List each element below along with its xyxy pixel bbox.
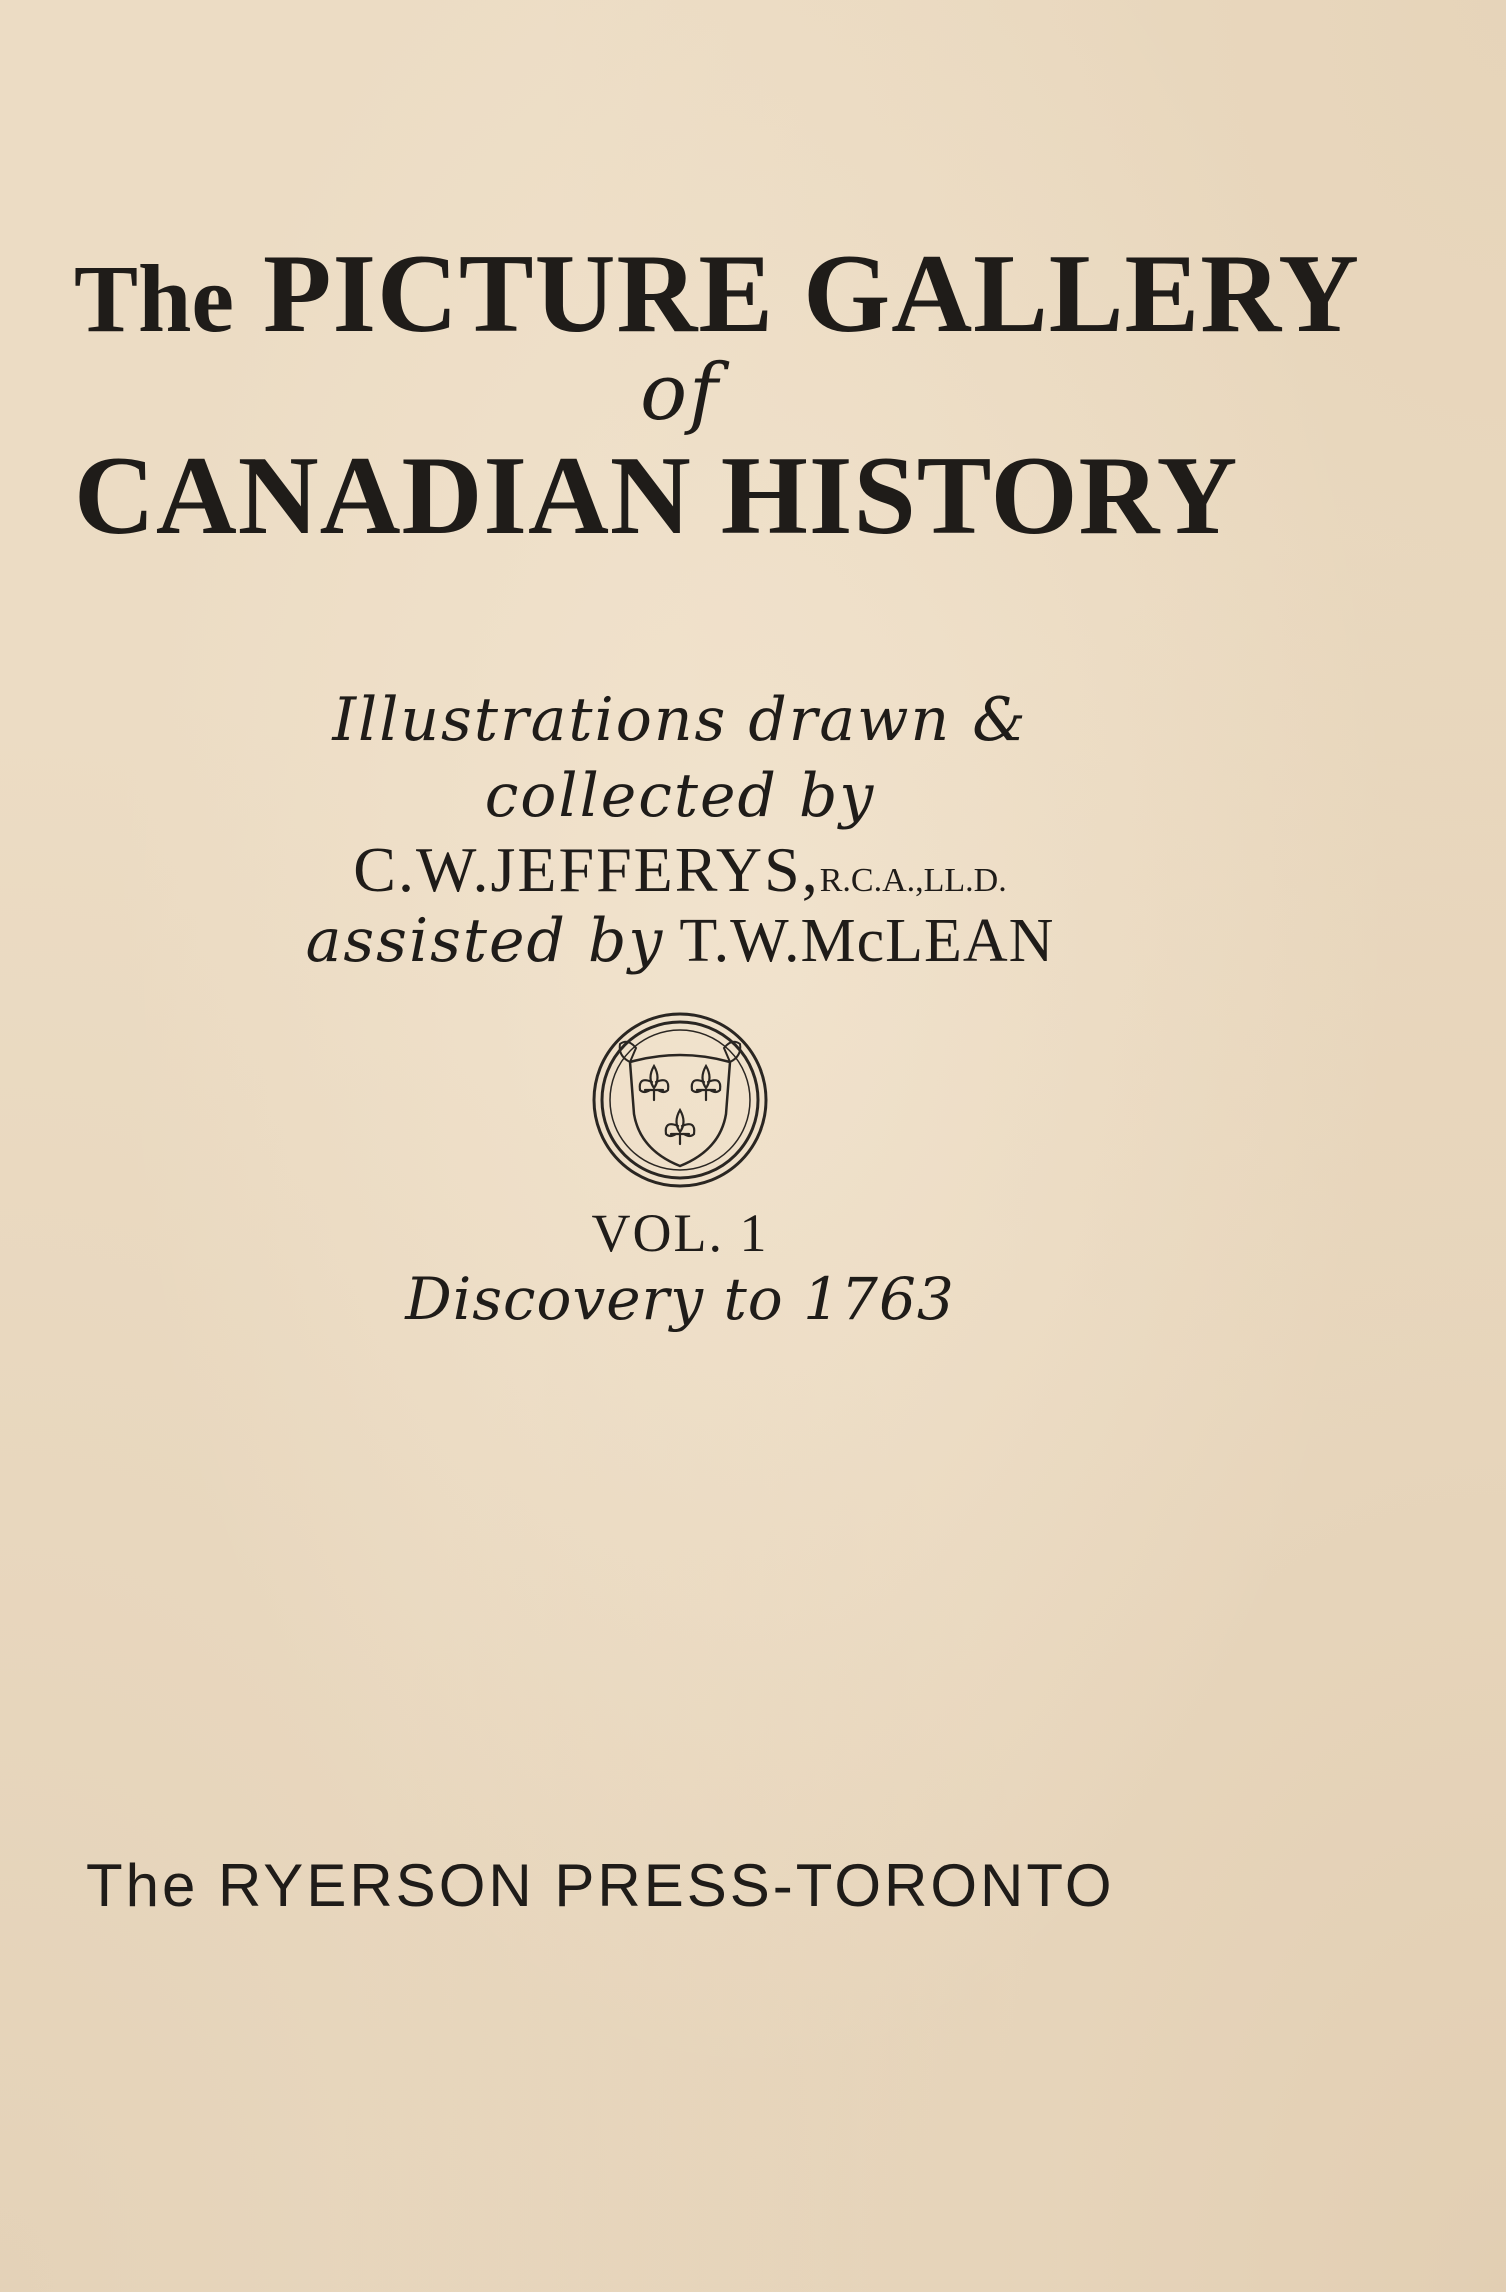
fleur-de-lis-shield-icon [590, 1010, 770, 1190]
credit-assisted-line [0, 906, 1360, 976]
credit-collected: collected by [484, 761, 876, 831]
credit-assisted: assisted by [305, 906, 665, 976]
publisher-imprint: The RYERSON PRESS-TORONTO [86, 1852, 1115, 1919]
title-connector: of [640, 348, 720, 438]
title-line-1 [74, 232, 1361, 356]
title-line-3: CANADIAN HISTORY [74, 434, 1239, 558]
credit-author: C.W.JEFFERYS, [353, 834, 820, 905]
credit-author-line [0, 834, 1360, 905]
title-main: PICTURE GALLERY [263, 232, 1361, 356]
credit-illustrations: Illustrations drawn & [332, 685, 1028, 755]
credit-author-suffix: R.C.A.,LL.D. [819, 862, 1007, 899]
volume-label: VOL. 1 [591, 1203, 769, 1263]
volume-subtitle: Discovery to 1763 [405, 1265, 955, 1333]
title-article: The [74, 245, 235, 352]
credit-assistant: T.W.McLEAN [679, 907, 1055, 975]
